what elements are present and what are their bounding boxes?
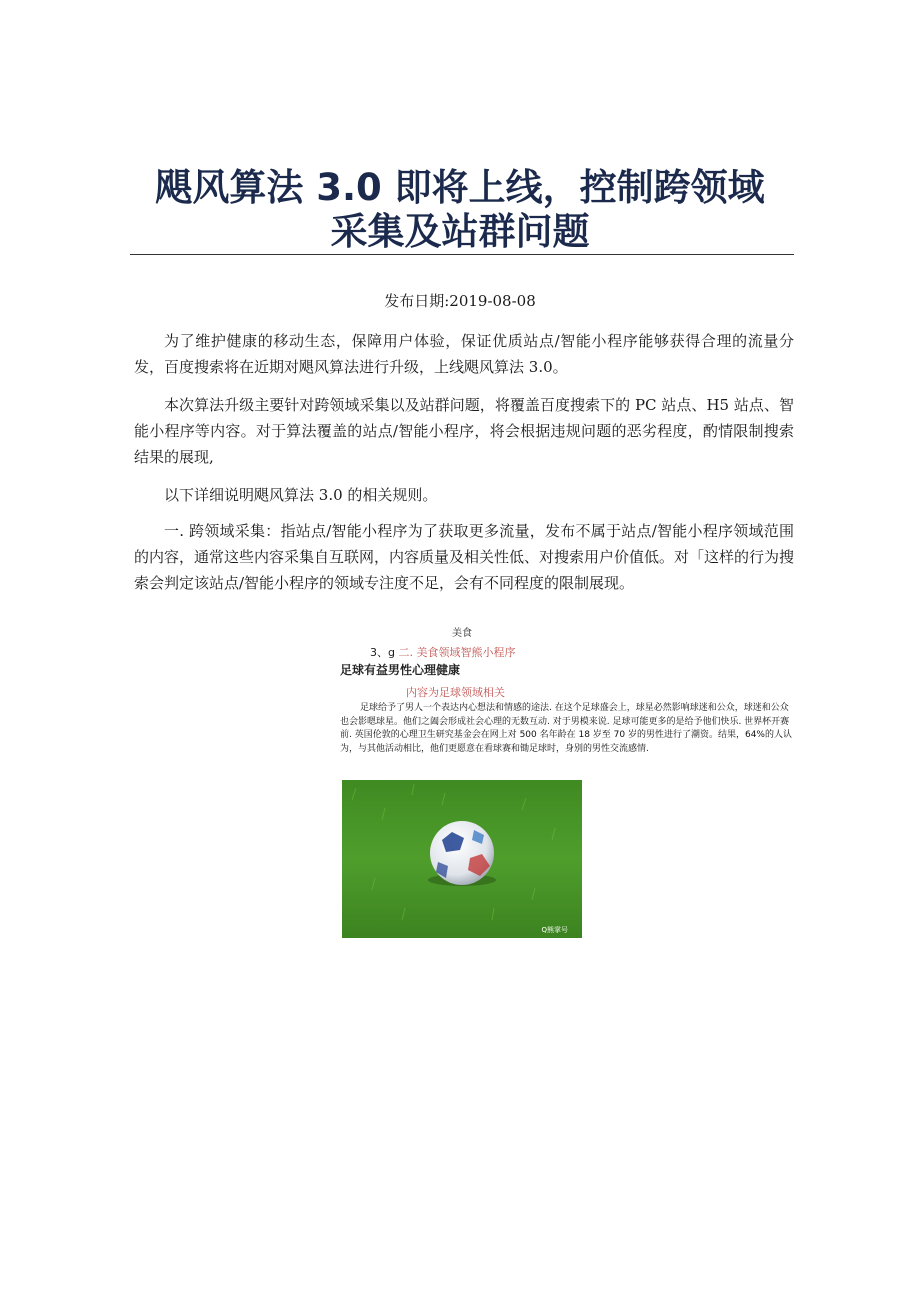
soccer-ball-photo bbox=[342, 780, 582, 938]
example-subheading: 内容为足球领域相关 bbox=[406, 686, 505, 699]
paragraph-intro: 为了维护健康的移动生态，保障用户体验，保证优质站点/智能小程序能够获得合理的流量分发，百度搜索将在近期对飓风算法进行升级，上线飓风算法 3.0。 bbox=[134, 332, 794, 376]
article-title-line1: 飓风算法 3.0 即将上线，控制跨领域 bbox=[155, 166, 765, 209]
example-body-text: 足球给予了男人一个表达内心想法和情感的途法. 在这个足球盛会上，球星必然影响球迷和公众，球迷和公众也会影嗯球星。他们之阖会形成社会心理的无数互动. 对于男模来说. 足球可能更多的是给予他们快乐. 世界杯开赛前. 英国伦敦的心理卫生研究基金会在网上对 500 名年龄在 18 岁至 70 岁的男性进行了潮资。结果，64%的人认为，与其他活动相比，他们更愿意在看球赛和锄足球时，身别的男性交流感情. bbox=[340, 703, 792, 754]
example-heading: 足球有益男性心理健康 bbox=[340, 663, 461, 677]
article-title-line2: 采集及站群问题 bbox=[330, 210, 590, 253]
paragraph-scope: 本次算法升级主要针对跨领域采集以及站群问题，将覆盖百度搜索下的 PC 站点、H5 站点、智能小程序等内容。对于算法覆盖的站点/智能小程序，将会根据违规问题的恶劣程度，酌情限制搜索结果的展现, bbox=[134, 396, 794, 466]
article-title bbox=[0, 166, 920, 254]
paragraph-cross-domain: 一. 跨领域采集：指站点/智能小程序为了获取更多流量，发布不属于站点/智能小程序领域范围的内容，通常这些内容采集自互联网，内容质量及相关性低、对搜索用户价值低。对「这样的行为搜索会判定该站点/智能小程序的领域专注度不足，会有不同程度的限制展现。 bbox=[134, 522, 795, 592]
soccer-ball-image bbox=[342, 780, 582, 938]
soccer-ball bbox=[430, 821, 494, 885]
example-screenshot bbox=[340, 620, 800, 940]
photo-watermark: Q熊掌号 bbox=[541, 926, 568, 934]
example-breadcrumb bbox=[370, 644, 515, 660]
paragraph-rules-intro: 以下详细说明飓风算法 3.0 的相关规则。 bbox=[164, 486, 438, 504]
publish-date: 发布日期:2019-08-08 bbox=[384, 292, 536, 310]
example-breadcrumb-program: 二. 美食领域智熊小程序 bbox=[398, 646, 516, 659]
example-category: 美食 bbox=[452, 628, 472, 639]
title-divider bbox=[130, 254, 794, 255]
example-breadcrumb-prefix: 3、g bbox=[370, 646, 395, 659]
